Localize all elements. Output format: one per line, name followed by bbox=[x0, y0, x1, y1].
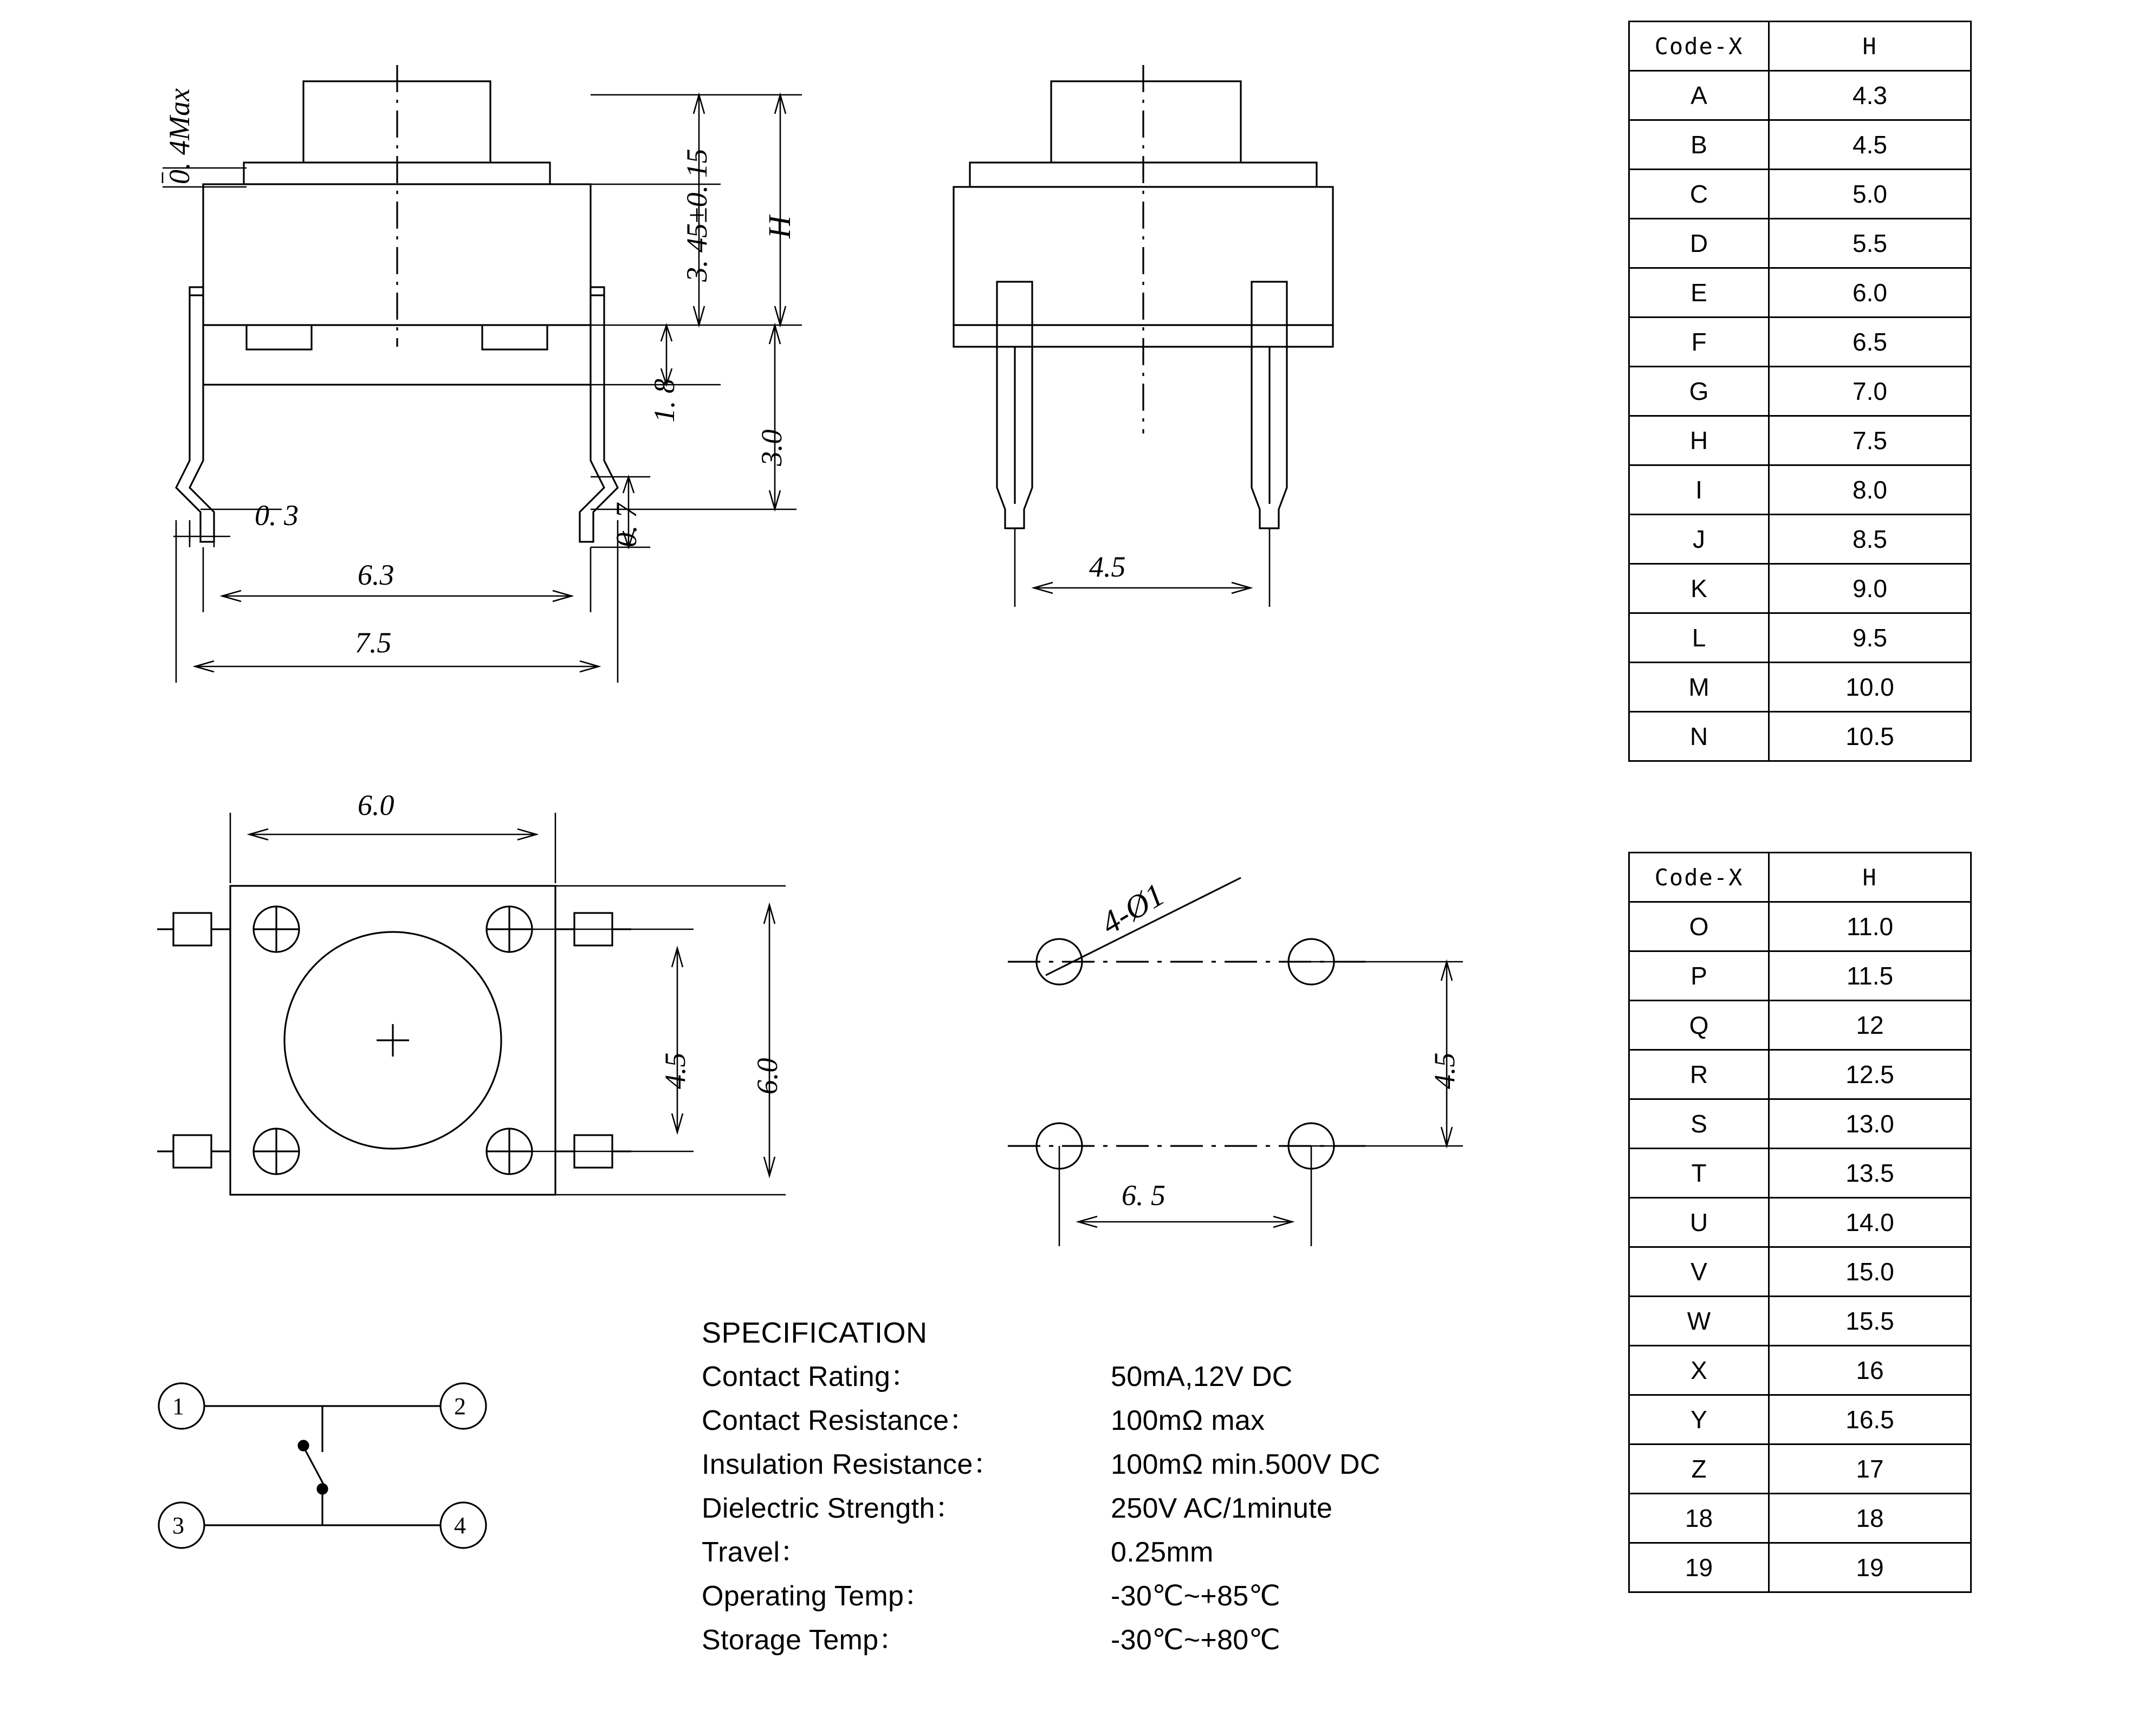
top-view-geometry bbox=[157, 886, 631, 1195]
dim-pin-offset: 0. 7 bbox=[610, 503, 643, 547]
spec-value-insulation-resistance: 100mΩ min.500V DC bbox=[1111, 1449, 1381, 1480]
table-row bbox=[1629, 1444, 1971, 1494]
cell-code: O bbox=[1629, 902, 1769, 951]
spec-row-travel bbox=[702, 1531, 1381, 1575]
cell-h: 10.0 bbox=[1769, 663, 1971, 712]
table-row bbox=[1629, 465, 1971, 515]
cell-h: 12.5 bbox=[1769, 1050, 1971, 1099]
header-h: H bbox=[1769, 853, 1971, 902]
table-row bbox=[1629, 712, 1971, 761]
cell-h: 16.5 bbox=[1769, 1395, 1971, 1444]
cell-h: 15.0 bbox=[1769, 1247, 1971, 1297]
circuit-schematic-geometry bbox=[159, 1383, 486, 1548]
spec-label-contact-rating: Contact Rating： bbox=[702, 1361, 919, 1392]
cell-code: S bbox=[1629, 1099, 1769, 1149]
code-table-a-n bbox=[1628, 21, 1972, 762]
cell-h: 5.0 bbox=[1769, 170, 1971, 219]
cell-h: 4.5 bbox=[1769, 120, 1971, 170]
cell-h: 14.0 bbox=[1769, 1198, 1971, 1247]
dim-overall-width: 7.5 bbox=[355, 626, 392, 659]
pin-label-3: 3 bbox=[172, 1512, 184, 1539]
cell-h: 17 bbox=[1769, 1444, 1971, 1494]
spec-value-contact-rating: 50mA,12V DC bbox=[1111, 1361, 1293, 1392]
spec-value-travel: 0.25mm bbox=[1111, 1537, 1214, 1568]
table-row bbox=[1629, 1247, 1971, 1297]
spec-label-contact-resistance: Contact Resistance： bbox=[702, 1405, 977, 1436]
cell-code: R bbox=[1629, 1050, 1769, 1099]
table-row bbox=[1629, 268, 1971, 318]
pin-label-1: 1 bbox=[172, 1393, 184, 1420]
cell-code: B bbox=[1629, 120, 1769, 170]
cell-code: C bbox=[1629, 170, 1769, 219]
specification-block bbox=[702, 1311, 1381, 1662]
spec-value-dielectric-strength: 250V AC/1minute bbox=[1111, 1493, 1333, 1524]
cell-h: 8.0 bbox=[1769, 465, 1971, 515]
table-row bbox=[1629, 1001, 1971, 1050]
dim-cap-max: 0. 4Max bbox=[163, 88, 196, 184]
cell-h: 11.5 bbox=[1769, 951, 1971, 1001]
table-row bbox=[1629, 71, 1971, 120]
cell-code: J bbox=[1629, 515, 1769, 564]
cell-h: 5.5 bbox=[1769, 219, 1971, 268]
table-header-row bbox=[1629, 22, 1971, 71]
cell-code: D bbox=[1629, 219, 1769, 268]
cell-code: G bbox=[1629, 367, 1769, 416]
cell-code: 19 bbox=[1629, 1543, 1769, 1592]
cell-code: Q bbox=[1629, 1001, 1769, 1050]
table-row bbox=[1629, 416, 1971, 465]
cell-h: 9.5 bbox=[1769, 613, 1971, 663]
cell-h: 12 bbox=[1769, 1001, 1971, 1050]
table-header-row bbox=[1629, 853, 1971, 902]
spec-label-operating-temp: Operating Temp： bbox=[702, 1580, 932, 1612]
cell-code: U bbox=[1629, 1198, 1769, 1247]
cell-h: 7.5 bbox=[1769, 416, 1971, 465]
cell-code: V bbox=[1629, 1247, 1769, 1297]
spec-row-storage-temp bbox=[702, 1618, 1381, 1662]
table-row bbox=[1629, 613, 1971, 663]
header-code: Code-X bbox=[1629, 22, 1769, 71]
table-row bbox=[1629, 1494, 1971, 1543]
cell-code: N bbox=[1629, 712, 1769, 761]
code-table-o-19 bbox=[1628, 852, 1972, 1593]
cell-h: 4.3 bbox=[1769, 71, 1971, 120]
spec-value-operating-temp: -30℃~+85℃ bbox=[1111, 1580, 1281, 1612]
header-h: H bbox=[1769, 22, 1971, 71]
side-view-dimensions bbox=[1015, 528, 1270, 607]
cell-code: X bbox=[1629, 1346, 1769, 1395]
table-row bbox=[1629, 1346, 1971, 1395]
dim-total-height: H bbox=[762, 216, 797, 238]
dim-hole-callout: 4-Ø1 bbox=[1095, 876, 1171, 942]
spec-row-operating-temp bbox=[702, 1575, 1381, 1618]
cell-code: Y bbox=[1629, 1395, 1769, 1444]
spec-value-contact-resistance: 100mΩ max bbox=[1111, 1405, 1265, 1436]
cell-code: F bbox=[1629, 318, 1769, 367]
table-row bbox=[1629, 219, 1971, 268]
dim-pin-span: 4.5 bbox=[1089, 550, 1126, 583]
cell-h: 13.5 bbox=[1769, 1149, 1971, 1198]
cell-code: L bbox=[1629, 613, 1769, 663]
table-row bbox=[1629, 663, 1971, 712]
table-row bbox=[1629, 1395, 1971, 1444]
cell-h: 6.5 bbox=[1769, 318, 1971, 367]
spec-row-insulation-resistance bbox=[702, 1443, 1381, 1487]
dim-top-width: 6.0 bbox=[358, 789, 394, 821]
dim-lower-step: 1. 8 bbox=[648, 379, 681, 423]
pin-label-2: 2 bbox=[454, 1393, 466, 1420]
pcb-layout-geometry bbox=[1008, 878, 1371, 1169]
pcb-layout-dimensions bbox=[1059, 962, 1463, 1246]
specification-title: SPECIFICATION bbox=[702, 1317, 928, 1349]
spec-label-travel: Travel： bbox=[702, 1537, 808, 1568]
table-row bbox=[1629, 120, 1971, 170]
dim-body-height: 3. 45±0. 15 bbox=[681, 148, 713, 282]
cell-h: 13.0 bbox=[1769, 1099, 1971, 1149]
cell-code: A bbox=[1629, 71, 1769, 120]
dim-pcb-horizontal-pitch: 6. 5 bbox=[1122, 1179, 1165, 1212]
dim-base-height: 3.0 bbox=[755, 429, 788, 466]
table-row bbox=[1629, 1297, 1971, 1346]
cell-h: 11.0 bbox=[1769, 902, 1971, 951]
cell-h: 8.5 bbox=[1769, 515, 1971, 564]
side-view-geometry bbox=[954, 65, 1333, 528]
pin-label-4: 4 bbox=[454, 1512, 466, 1539]
spec-value-storage-temp: -30℃~+80℃ bbox=[1111, 1624, 1281, 1656]
table-row bbox=[1629, 1149, 1971, 1198]
cell-code: Z bbox=[1629, 1444, 1769, 1494]
cell-h: 19 bbox=[1769, 1543, 1971, 1592]
table-row bbox=[1629, 170, 1971, 219]
cell-code: 18 bbox=[1629, 1494, 1769, 1543]
cell-h: 15.5 bbox=[1769, 1297, 1971, 1346]
dim-top-height: 6.0 bbox=[751, 1058, 783, 1094]
dim-body-width: 6.3 bbox=[358, 559, 394, 591]
cell-code: W bbox=[1629, 1297, 1769, 1346]
cell-h: 7.0 bbox=[1769, 367, 1971, 416]
cell-code: I bbox=[1629, 465, 1769, 515]
table-row bbox=[1629, 902, 1971, 951]
front-view-geometry bbox=[176, 65, 618, 542]
table-row bbox=[1629, 318, 1971, 367]
dim-pcb-vertical-pitch: 4.5 bbox=[1428, 1052, 1461, 1089]
spec-label-dielectric-strength: Dielectric Strength： bbox=[702, 1493, 963, 1524]
table-row bbox=[1629, 564, 1971, 613]
cell-h: 10.5 bbox=[1769, 712, 1971, 761]
spec-label-storage-temp: Storage Temp： bbox=[702, 1624, 907, 1656]
table-row bbox=[1629, 1543, 1971, 1592]
dim-lead-thickness: 0. 3 bbox=[255, 499, 299, 532]
cell-h: 16 bbox=[1769, 1346, 1971, 1395]
spec-label-insulation-resistance: Insulation Resistance： bbox=[702, 1449, 1001, 1480]
cell-code: K bbox=[1629, 564, 1769, 613]
table-row bbox=[1629, 1099, 1971, 1149]
spec-row-dielectric-strength bbox=[702, 1487, 1381, 1531]
cell-code: T bbox=[1629, 1149, 1769, 1198]
cell-code: H bbox=[1629, 416, 1769, 465]
cell-h: 18 bbox=[1769, 1494, 1971, 1543]
header-code: Code-X bbox=[1629, 853, 1769, 902]
spec-row-contact-rating bbox=[702, 1355, 1381, 1399]
cell-h: 9.0 bbox=[1769, 564, 1971, 613]
table-row bbox=[1629, 515, 1971, 564]
table-row bbox=[1629, 1198, 1971, 1247]
table-row bbox=[1629, 1050, 1971, 1099]
cell-h: 6.0 bbox=[1769, 268, 1971, 318]
dim-top-inner: 4.5 bbox=[659, 1052, 691, 1089]
cell-code: E bbox=[1629, 268, 1769, 318]
spec-row-contact-resistance bbox=[702, 1399, 1381, 1443]
table-row bbox=[1629, 951, 1971, 1001]
cell-code: M bbox=[1629, 663, 1769, 712]
table-row bbox=[1629, 367, 1971, 416]
cell-code: P bbox=[1629, 951, 1769, 1001]
